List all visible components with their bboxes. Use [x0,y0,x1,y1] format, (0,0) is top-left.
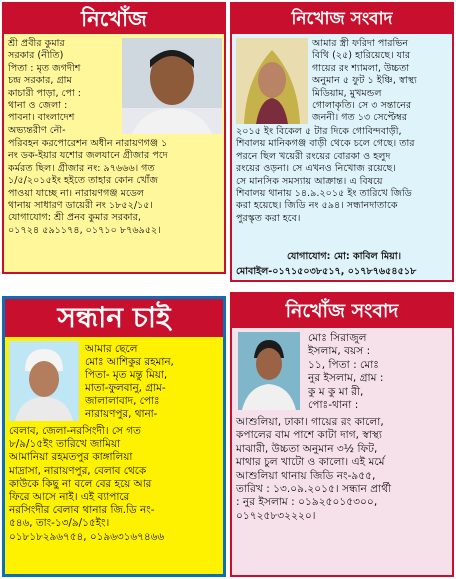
missing-person-photo [9,341,79,421]
notice-4-text-bottom: আশুলিয়া, ঢাকা। গায়ের রং কালো, কপালের বাম পাশে কাটা দাগ, স্বাস্থ্য মাঝারী, উচ্চতা অনুমান ৩½ ফিট, মাথার চুল খাটো ও কালো। এই মর্মে আশুলিয়া থানায় জিডি নং-৯৫৫, তারিখ : ১৩.০৯.২০১৫। সন্ধান প্রার্থী : নুর ইসলাম : ০১৯২৫০১৫৩০০, ০১৭২৫৮৩২২২০। [236,416,392,522]
missing-notice-1 [2,2,226,274]
missing-notice-4 [230,292,454,577]
notice-2-text-top: আমার স্ত্রী ফরিদা পারভিন বিথি (২৫) হারিয়েছে। যার গায়ের রং শ্যামলা, উচ্চতা অনুমান ৫ ফুট ১ ইঞ্চি, স্বাস্থ্য মিডিয়াম, মুখমন্ডল গোলাকৃতি। সে ৩ সন্তানের জননী। গত ১৩ সেপ্টেম্বর [312,38,417,124]
missing-notice-2 [230,2,454,282]
notice-4-header: নিখোঁজ সংবাদ [232,294,452,328]
notice-3-text-top: আমার ছেলে মোঃ আশিকুর রহমান, পিতা- মৃত মন্তু মিয়া, মাতা-ফুলবানু, গ্রাম- জালালাবাদ, পোঃ নারায়ণপুর, থানা- [85,343,174,420]
notice-3-text-bottom: বেলাব, জেলা-নরসিংদী। সে গত ৮/৯/১৫ইং তারিখে জামিয়া আমানিয়া রহমতপুর কাঙ্গালিয়া মাদ্রাসা, নারায়ণপুর, বেলাব থেকে কাউকে কিছু না বলে বের হয়ে আর ফিরে আসে নাই। এই ব্যাপারে নরসিংদীর বেলাব থানার জি.ডি নং- ৫৪৬, তাং-১৩/৯/১৫ইং। ০১৮১৮২৯৬৭৫৪, ০১৯৬৩১৬৭৪৬৬ [9,425,165,543]
missing-person-photo [122,38,222,134]
notice-3-header: সন্ধান চাই [5,299,223,337]
notice-1-header: নিখোঁজ [4,4,224,34]
missing-person-photo [236,38,308,124]
notice-2-mobile: মোবাইল-০১৭১৫০৩৮৫১৭, ০১৭৮৭৬৫৪৫১৮ [236,266,417,277]
notice-1-text-bottom: পরিবহন করপোরেশন অধীন নারায়ণগঞ্জ ১ নং ডক-ইয়ার যশোর জলযানে গ্রীজার পদে কর্মরত ছিল। গ্রীজার নং: ৯৭৬৬৬। গত ১/৫/২০১৫ইং হইতে তাহার কোন খোঁজ পাওয়া যাচ্ছে না। নারায়ণগঞ্জ মডেল থানায় সাধারণ ডায়েরী নং ১৮৫২/১৫। যোগাযোগ: শ্রী প্রনব কুমার সরকার, ০১৭২৪ ৫৯১১৭৪, ০১৭১০ ৮৭৬৯৫২। [8,138,168,236]
missing-person-photo [238,332,300,410]
notice-2-contact: যোগাযোগ: মো: কাবিল মিয়া। [286,251,402,262]
notice-2-header: নিখোজ সংবাদ [232,4,452,34]
notice-2-text-bottom: ২০১৫ ইং বিকেল ৫ টার দিকে গোবিন্দবাড়ী, শিবালয় মানিকগঞ্জ বাড়ী থেকে চলে গেছে। তার পরনে ছিল খয়েরী রংয়ের বোরকা ও হলুদ রংয়ের ওড়না। সে এখনও নিখোজ রয়েছে। সে মানসিক সমস্যায় আক্রান্ত। এ বিষয়ে শিবালয় থানায় ১৪.৯.২০১৫ ইং তারিখে জিডি করা হয়েছে। জিডি নং ৫৯৪। সন্ধানদাতাকে পুরস্কৃত করা হবে। [236,126,415,224]
notice-4-text-top: মোঃ সিরাজুল ইসলাম, বয়স : ১১, পিতা : মোঃ নুর ইসলাম, গ্রাম : কু ম কু মা রী, পোঃ-থানা : [308,332,384,412]
notice-1-text-top: শ্রী প্রবীর কুমার সরকার (নীতি) পিতা : মৃত জগদীশ চন্দ্র সরকার, গ্রাম কাচারী পাড়া, পো : থানা ও জেলা : পাবনা। বাংলাদেশ অভ্যন্তরীণ নৌ- [8,38,82,136]
seeking-notice-3 [2,296,226,577]
